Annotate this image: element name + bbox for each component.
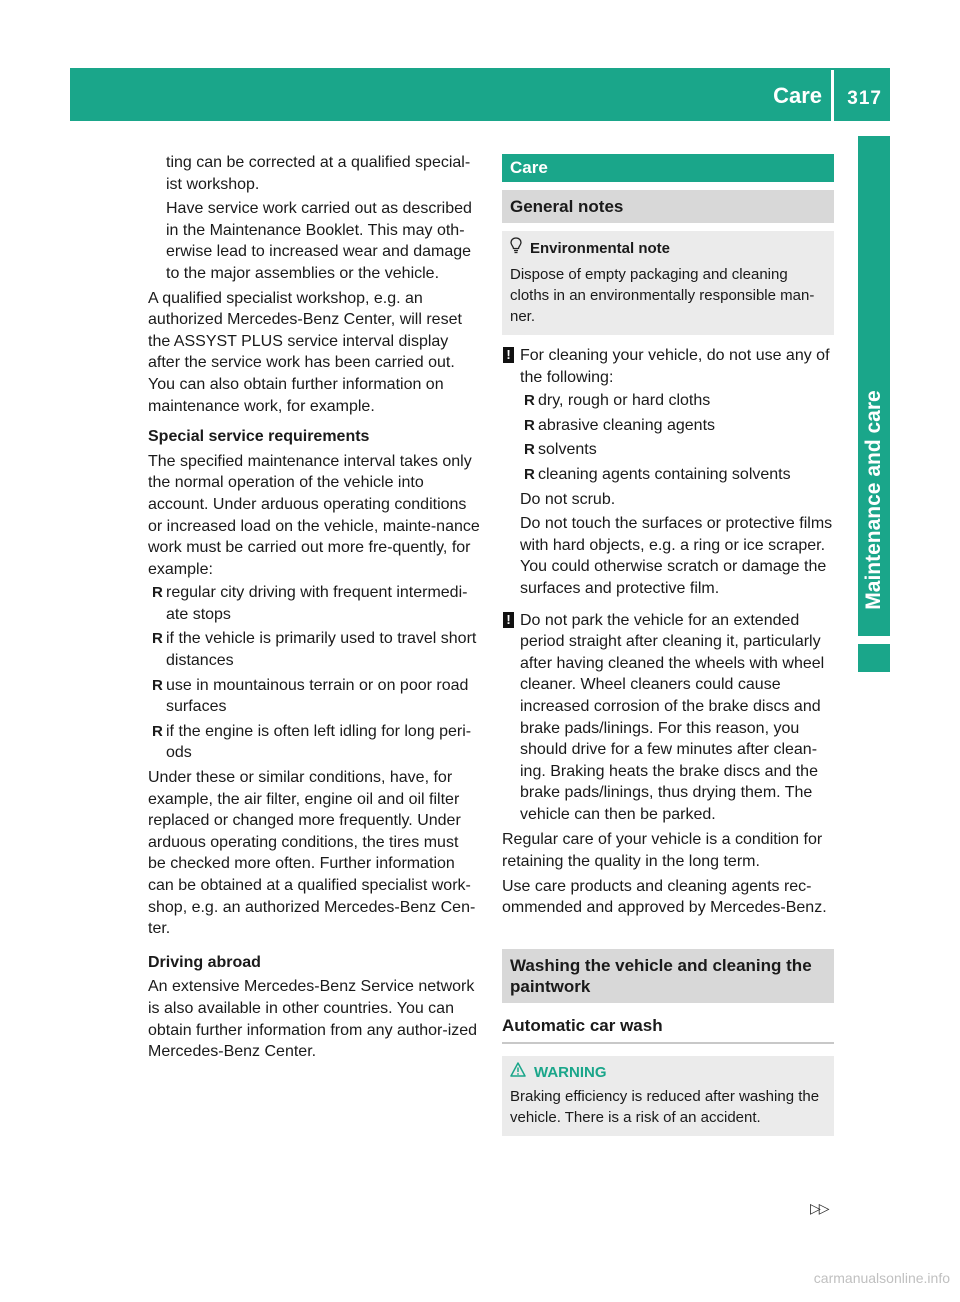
environmental-note xyxy=(502,231,834,335)
service-work-paragraph: Have service work carried out as described in the Maintenance Booklet. This may oth-erwise lead to increased wear and damage to the major assemblies or the vehicle. xyxy=(166,200,472,282)
warning-text: Braking efficiency is reduced after washing the vehicle. There is a risk of an accident. xyxy=(510,1088,820,1127)
list-item: R if the engine is often left idling for long peri-ods xyxy=(148,721,480,764)
header-bar xyxy=(70,68,890,121)
caution-cleaning xyxy=(502,345,834,600)
exclamation-icon: ! xyxy=(503,612,514,628)
lightbulb-icon xyxy=(510,237,522,260)
general-notes-title: General notes xyxy=(502,190,834,223)
right-column xyxy=(502,154,834,1136)
caution-cleaning-intro: For cleaning your vehicle, do not use any of the following: xyxy=(520,347,830,386)
care-section-title: Care xyxy=(502,154,834,182)
automatic-car-wash-heading: Automatic car wash xyxy=(502,1015,834,1045)
warning-box xyxy=(502,1056,834,1136)
header-section-title: Care xyxy=(773,83,822,108)
caution-parking-text: Do not park the vehicle for an extended period straight after cleaning it, particularly after having cleaned the wheels with wheel cleaner. Wheel cleaners could cause increased corrosion of the brake discs and brake pads/linings. For this reason, you should drive for a few minutes after clean-ing. Braking heats the brake discs and the brake pads/linings, thus drying them. The vehicle can then be parked. xyxy=(520,611,825,823)
driving-abroad-paragraph: An extensive Mercedes-Benz Service network is also available in other countries. You can obtain further information from any author-ized Mercedes-Benz Center. xyxy=(148,978,478,1061)
warning-triangle-icon xyxy=(510,1062,526,1083)
side-tab-marker xyxy=(858,644,890,672)
special-service-outro: Under these or similar conditions, have, for example, the air filter, engine oil and oil filter replaced or changed more frequently. Under arduous operating conditions, the tires must be checked more often. Further information can be obtained at a qualified specialist work-shop, e.g. an authorized Mercedes-Benz Cen-ter. xyxy=(148,769,476,938)
environmental-note-text: Dispose of empty packaging and cleaning cloths in an environmentally responsible man-ner. xyxy=(510,266,815,325)
special-service-heading: Special service requirements xyxy=(148,428,370,446)
list-item: R use in mountainous terrain or on poor road surfaces xyxy=(148,675,480,718)
warning-label: WARNING xyxy=(534,1064,607,1082)
exclamation-icon: ! xyxy=(503,347,514,363)
side-tab-label: Maintenance and care xyxy=(862,390,885,610)
washing-section-title: Washing the vehicle and cleaning the paintwork xyxy=(502,949,834,1003)
header-divider xyxy=(831,70,834,121)
continue-arrows-icon: ▷▷ xyxy=(810,1200,828,1216)
environmental-note-title: Environmental note xyxy=(530,240,671,257)
regular-care-paragraph: Regular care of your vehicle is a condition for retaining the quality in the long term. xyxy=(502,831,823,871)
environmental-note-header xyxy=(510,237,826,260)
list-item: R abrasive cleaning agents xyxy=(520,415,834,437)
footer-watermark: carmanualsonline.info xyxy=(813,1270,950,1286)
special-service-list xyxy=(148,582,480,764)
driving-abroad-heading: Driving abroad xyxy=(148,953,261,971)
list-item: R if the vehicle is primarily used to travel short distances xyxy=(148,628,480,671)
warning-header xyxy=(510,1062,826,1083)
list-item: R regular city driving with frequent intermedi-ate stops xyxy=(148,582,480,625)
care-products-paragraph: Use care products and cleaning agents rec-ommended and approved by Mercedes-Benz. xyxy=(502,877,827,917)
continued-paragraph: ting can be corrected at a qualified special-ist workshop. xyxy=(166,154,471,193)
page-number: 317 xyxy=(847,88,882,109)
caution-no-touch: Do not touch the surfaces or protective films with hard objects, e.g. a ring or ice scraper. You could otherwise scratch or damage the surfaces and protective film. xyxy=(520,515,833,597)
caution-no-scrub: Do not scrub. xyxy=(520,490,616,508)
reset-paragraph: A qualified specialist workshop, e.g. an authorized Mercedes-Benz Center, will reset the ASSYST PLUS service interval display after the service work has been carried out. You can also obtain further information on maintenance work, for example. xyxy=(148,289,462,415)
list-item: R cleaning agents containing solvents xyxy=(520,464,834,486)
left-column xyxy=(148,152,480,1063)
caution-cleaning-list xyxy=(520,390,834,485)
caution-parking xyxy=(502,610,834,826)
list-item: R dry, rough or hard cloths xyxy=(520,390,834,412)
special-service-intro: The specified maintenance interval takes only the normal operation of the vehicle into account. Under arduous operating conditions or increased load on the vehicle, mainte-nance work must be carried out more fre-quently, for example: xyxy=(148,452,480,578)
list-item: R solvents xyxy=(520,439,834,461)
